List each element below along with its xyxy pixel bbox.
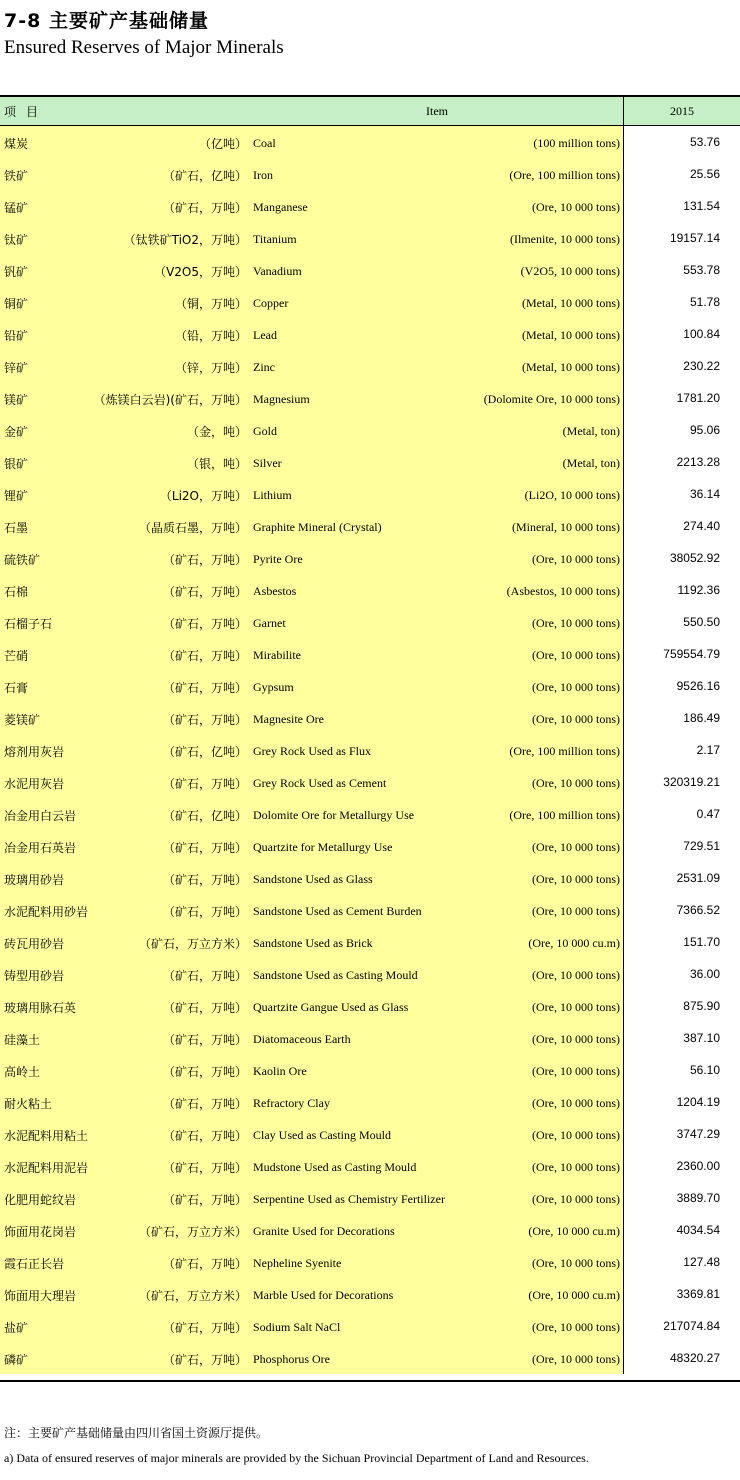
item-name-cn: 钒矿 <box>4 265 29 279</box>
value-row <box>624 830 740 862</box>
item-unit-en: (Dolomite Ore, 10 000 tons) <box>483 392 620 406</box>
value-row <box>624 1118 740 1150</box>
value-row <box>624 254 740 286</box>
value-cell: 19157.14 <box>669 231 720 245</box>
table-row <box>0 798 623 830</box>
item-unit-en: (Ore, 10 000 cu.m) <box>528 936 620 950</box>
table-row <box>0 1278 623 1310</box>
item-name-en: Iron <box>253 168 273 182</box>
value-row <box>624 286 740 318</box>
item-name-cn: 饰面用花岗岩 <box>4 1225 77 1239</box>
item-unit-cn: （Li2O，万吨） <box>159 489 247 503</box>
table-row <box>0 190 623 222</box>
table-row <box>0 1214 623 1246</box>
value-row <box>624 1278 740 1310</box>
header-item-en: Item <box>426 104 448 118</box>
value-row <box>624 542 740 574</box>
value-row <box>624 478 740 510</box>
table-row <box>0 1150 623 1182</box>
item-unit-cn: （矿石，亿吨） <box>162 809 247 823</box>
value-cell: 759554.79 <box>663 647 720 661</box>
item-name-en: Serpentine Used as Chemistry Fertilizer <box>253 1192 445 1206</box>
value-row <box>624 1150 740 1182</box>
value-row <box>624 702 740 734</box>
table-row <box>0 414 623 446</box>
value-row <box>624 1246 740 1278</box>
item-name-cn: 盐矿 <box>4 1321 29 1335</box>
value-row <box>624 414 740 446</box>
item-name-en: Silver <box>253 456 282 470</box>
value-row <box>624 894 740 926</box>
item-name-cn: 硫铁矿 <box>4 553 41 567</box>
item-unit-en: (Ore, 100 million tons) <box>509 808 620 822</box>
item-name-cn: 铅矿 <box>4 329 29 343</box>
value-column <box>624 126 740 1374</box>
page-title-cn: 7-8 主要矿产基础储量 <box>4 10 209 32</box>
table-header <box>0 97 740 126</box>
value-row <box>624 318 740 350</box>
value-row <box>624 1054 740 1086</box>
item-unit-cn: （矿石，万吨） <box>162 553 247 567</box>
item-unit-cn: （矿石，万吨） <box>162 201 247 215</box>
value-cell: 51.78 <box>689 295 720 309</box>
item-unit-en: (Ore, 100 million tons) <box>509 744 620 758</box>
item-unit-en: (Ore, 10 000 tons) <box>532 968 620 982</box>
value-cell: 387.10 <box>683 1031 720 1045</box>
item-unit-en: (Metal, ton) <box>562 456 620 470</box>
item-name-en: Marble Used for Decorations <box>253 1288 394 1302</box>
value-cell: 2360.00 <box>676 1159 720 1173</box>
value-cell: 320319.21 <box>663 775 720 789</box>
value-cell: 0.47 <box>696 807 720 821</box>
value-row <box>624 798 740 830</box>
value-row <box>624 158 740 190</box>
value-cell: 127.48 <box>683 1255 720 1269</box>
item-name-en: Quartzite Gangue Used as Glass <box>253 1000 409 1014</box>
item-unit-en: (Ore, 10 000 tons) <box>532 1160 620 1174</box>
value-cell: 9526.16 <box>676 679 720 693</box>
value-cell: 186.49 <box>683 711 720 725</box>
value-row <box>624 350 740 382</box>
table-row <box>0 382 623 414</box>
value-cell: 151.70 <box>683 935 720 949</box>
item-name-en: Clay Used as Casting Mould <box>253 1128 391 1142</box>
item-name-cn: 玻璃用脉石英 <box>4 1001 77 1015</box>
item-name-en: Sandstone Used as Glass <box>253 872 373 886</box>
item-name-en: Sandstone Used as Casting Mould <box>253 968 418 982</box>
item-name-cn: 钛矿 <box>4 233 29 247</box>
item-name-cn: 磷矿 <box>4 1353 29 1367</box>
item-unit-en: (Ore, 10 000 tons) <box>532 680 620 694</box>
item-name-cn: 冶金用白云岩 <box>4 809 77 823</box>
value-row <box>624 766 740 798</box>
item-unit-cn: （亿吨） <box>198 137 247 151</box>
value-cell: 4034.54 <box>676 1223 720 1237</box>
item-name-cn: 水泥配料用泥岩 <box>4 1161 89 1175</box>
value-cell: 550.50 <box>683 615 720 629</box>
item-unit-en: (Ore, 10 000 tons) <box>532 648 620 662</box>
table-row <box>0 510 623 542</box>
table-row <box>0 830 623 862</box>
item-name-cn: 霞石正长岩 <box>4 1257 65 1271</box>
value-cell: 56.10 <box>689 1063 720 1077</box>
item-name-cn: 锌矿 <box>4 361 29 375</box>
table-row <box>0 1118 623 1150</box>
item-unit-cn: （矿石，万吨） <box>162 1257 247 1271</box>
item-name-en: Mudstone Used as Casting Mould <box>253 1160 417 1174</box>
table-row <box>0 1054 623 1086</box>
value-row <box>624 670 740 702</box>
value-row <box>624 222 740 254</box>
item-unit-cn: （银，吨） <box>186 457 247 471</box>
item-unit-en: (Ore, 10 000 cu.m) <box>528 1288 620 1302</box>
item-unit-cn: （矿石，万吨） <box>162 873 247 887</box>
item-unit-en: (Ilmenite, 10 000 tons) <box>510 232 620 246</box>
value-cell: 217074.84 <box>663 1319 720 1333</box>
item-name-cn: 锂矿 <box>4 489 29 503</box>
item-unit-cn: （矿石，万吨） <box>162 1129 247 1143</box>
item-name-cn: 高岭土 <box>4 1065 41 1079</box>
item-unit-cn: （晶质石墨，万吨） <box>138 521 247 535</box>
header-year: 2015 <box>624 97 740 125</box>
item-name-en: Gold <box>253 424 277 438</box>
value-row <box>624 1310 740 1342</box>
value-cell: 36.14 <box>689 487 720 501</box>
table-row <box>0 286 623 318</box>
item-unit-cn: （铅，万吨） <box>174 329 247 343</box>
item-name-en: Garnet <box>253 616 286 630</box>
item-unit-cn: （矿石，万吨） <box>162 905 247 919</box>
value-cell: 2.17 <box>696 743 720 757</box>
table-row <box>0 958 623 990</box>
value-row <box>624 510 740 542</box>
item-name-cn: 石墨 <box>4 521 29 535</box>
table-row <box>0 862 623 894</box>
table-row <box>0 1182 623 1214</box>
item-name-en: Vanadium <box>253 264 302 278</box>
item-name-en: Granite Used for Decorations <box>253 1224 395 1238</box>
item-unit-cn: （矿石，万吨） <box>162 649 247 663</box>
footnote-en: a) Data of ensured reserves of major minerals are provided by the Sichuan Provincial Department of Land and Resources. <box>4 1451 589 1465</box>
item-unit-cn: （矿石，万立方米） <box>138 1225 247 1239</box>
item-unit-cn: （矿石，万立方米） <box>138 937 247 951</box>
item-name-cn: 玻璃用砂岩 <box>4 873 65 887</box>
item-name-cn: 铸型用砂岩 <box>4 969 65 983</box>
value-row <box>624 734 740 766</box>
item-unit-en: (Asbestos, 10 000 tons) <box>506 584 620 598</box>
item-unit-en: (Ore, 10 000 tons) <box>532 776 620 790</box>
item-name-en: Grey Rock Used as Cement <box>253 776 387 790</box>
value-cell: 36.00 <box>689 967 720 981</box>
table-row <box>0 670 623 702</box>
value-row <box>624 862 740 894</box>
item-name-en: Sodium Salt NaCl <box>253 1320 341 1334</box>
item-unit-cn: （矿石，万吨） <box>162 1097 247 1111</box>
item-name-cn: 菱镁矿 <box>4 713 41 727</box>
table-row <box>0 574 623 606</box>
value-cell: 7366.52 <box>676 903 720 917</box>
item-unit-en: (Ore, 10 000 tons) <box>532 616 620 630</box>
value-row <box>624 1022 740 1054</box>
header-item-cn: 项目 <box>4 105 49 119</box>
item-name-cn: 铜矿 <box>4 297 29 311</box>
item-unit-en: (Ore, 10 000 tons) <box>532 1032 620 1046</box>
item-name-en: Asbestos <box>253 584 297 598</box>
value-row <box>624 190 740 222</box>
item-unit-cn: （铜，万吨） <box>174 297 247 311</box>
item-unit-en: (Metal, ton) <box>562 424 620 438</box>
item-unit-en: (Li2O, 10 000 tons) <box>524 488 620 502</box>
item-name-cn: 水泥配料用粘土 <box>4 1129 89 1143</box>
item-name-en: Pyrite Ore <box>253 552 303 566</box>
item-unit-en: (Ore, 10 000 tons) <box>532 552 620 566</box>
item-unit-en: (Ore, 10 000 tons) <box>532 1064 620 1078</box>
item-unit-en: (Ore, 10 000 tons) <box>532 1000 620 1014</box>
item-unit-cn: （钛铁矿TiO2，万吨） <box>123 233 247 247</box>
item-unit-en: (Ore, 10 000 tons) <box>532 712 620 726</box>
value-cell: 553.78 <box>683 263 720 277</box>
value-cell: 3369.81 <box>676 1287 720 1301</box>
table-row <box>0 446 623 478</box>
item-unit-en: (Ore, 10 000 tons) <box>532 200 620 214</box>
value-cell: 1781.20 <box>676 391 720 405</box>
value-row <box>624 926 740 958</box>
table-row <box>0 1342 623 1374</box>
item-unit-en: (Mineral, 10 000 tons) <box>512 520 620 534</box>
item-name-en: Gypsum <box>253 680 294 694</box>
item-name-en: Diatomaceous Earth <box>253 1032 351 1046</box>
item-unit-en: (Ore, 10 000 tons) <box>532 904 620 918</box>
value-cell: 1204.19 <box>676 1095 720 1109</box>
item-unit-en: (Ore, 10 000 tons) <box>532 1256 620 1270</box>
table-row <box>0 926 623 958</box>
item-unit-cn: （矿石，万立方米） <box>138 1289 247 1303</box>
item-name-cn: 砖瓦用砂岩 <box>4 937 65 951</box>
table-row <box>0 766 623 798</box>
table-row <box>0 318 623 350</box>
item-name-cn: 石榴子石 <box>4 617 53 631</box>
item-unit-cn: （V2O5，万吨） <box>154 265 247 279</box>
item-name-en: Titanium <box>253 232 297 246</box>
item-name-en: Grey Rock Used as Flux <box>253 744 371 758</box>
item-name-en: Mirabilite <box>253 648 301 662</box>
value-row <box>624 1086 740 1118</box>
table-row <box>0 350 623 382</box>
item-name-en: Dolomite Ore for Metallurgy Use <box>253 808 415 822</box>
item-unit-cn: （炼镁白云岩)(矿石，万吨） <box>93 393 247 407</box>
value-cell: 230.22 <box>683 359 720 373</box>
item-unit-cn: （矿石，万吨） <box>162 777 247 791</box>
header-item-cell <box>0 97 624 125</box>
item-unit-en: (Ore, 100 million tons) <box>509 168 620 182</box>
value-row <box>624 1182 740 1214</box>
value-cell: 3889.70 <box>676 1191 720 1205</box>
item-name-en: Quartzite for Metallurgy Use <box>253 840 393 854</box>
item-unit-en: (Ore, 10 000 tons) <box>532 840 620 854</box>
item-name-en: Kaolin Ore <box>253 1064 307 1078</box>
page-title-en: Ensured Reserves of Major Minerals <box>4 37 284 58</box>
value-cell: 2213.28 <box>676 455 720 469</box>
item-name-cn: 镁矿 <box>4 393 29 407</box>
value-cell: 38052.92 <box>669 551 720 565</box>
item-unit-cn: （矿石，万吨） <box>162 1193 247 1207</box>
item-unit-cn: （矿石，亿吨） <box>162 745 247 759</box>
item-name-en: Graphite Mineral (Crystal) <box>253 520 382 534</box>
table-row <box>0 606 623 638</box>
table-row <box>0 638 623 670</box>
item-name-en: Magnesite Ore <box>253 712 324 726</box>
item-unit-cn: （锌，万吨） <box>174 361 247 375</box>
value-cell: 53.76 <box>689 135 720 149</box>
item-name-cn: 水泥配料用砂岩 <box>4 905 89 919</box>
item-name-en: Lead <box>253 328 277 342</box>
item-unit-en: (Metal, 10 000 tons) <box>522 360 620 374</box>
item-unit-cn: （矿石，万吨） <box>162 1001 247 1015</box>
value-row <box>624 990 740 1022</box>
table-row <box>0 1246 623 1278</box>
item-unit-cn: （矿石，万吨） <box>162 1033 247 1047</box>
item-unit-cn: （矿石，万吨） <box>162 841 247 855</box>
item-unit-en: (Ore, 10 000 tons) <box>532 872 620 886</box>
item-name-en: Manganese <box>253 200 308 214</box>
item-unit-en: (Ore, 10 000 tons) <box>532 1352 620 1366</box>
value-row <box>624 958 740 990</box>
item-unit-cn: （矿石，万吨） <box>162 1065 247 1079</box>
item-unit-en: (Ore, 10 000 tons) <box>532 1192 620 1206</box>
item-name-cn: 芒硝 <box>4 649 29 663</box>
item-unit-cn: （矿石，亿吨） <box>162 169 247 183</box>
minerals-table <box>0 95 740 1382</box>
value-cell: 1192.36 <box>677 583 720 597</box>
item-name-cn: 硅藻土 <box>4 1033 41 1047</box>
item-name-cn: 锰矿 <box>4 201 29 215</box>
item-name-cn: 水泥用灰岩 <box>4 777 65 791</box>
table-row <box>0 222 623 254</box>
value-cell: 100.84 <box>683 327 720 341</box>
item-name-en: Refractory Clay <box>253 1096 330 1110</box>
table-row <box>0 158 623 190</box>
item-name-en: Nepheline Syenite <box>253 1256 342 1270</box>
value-cell: 2531.09 <box>676 871 720 885</box>
value-row <box>624 446 740 478</box>
item-name-cn: 金矿 <box>4 425 29 439</box>
item-name-en: Coal <box>253 136 276 150</box>
item-name-cn: 饰面用大理岩 <box>4 1289 77 1303</box>
value-row <box>624 126 740 158</box>
item-name-en: Magnesium <box>253 392 310 406</box>
value-cell: 25.56 <box>689 167 720 181</box>
item-name-cn: 熔剂用灰岩 <box>4 745 65 759</box>
value-row <box>624 638 740 670</box>
item-name-cn: 煤炭 <box>4 137 29 151</box>
item-name-en: Copper <box>253 296 289 310</box>
value-cell: 48320.27 <box>669 1351 720 1365</box>
item-unit-cn: （矿石，万吨） <box>162 617 247 631</box>
item-unit-cn: （矿石，万吨） <box>162 1353 247 1367</box>
item-unit-en: (Ore, 10 000 tons) <box>532 1096 620 1110</box>
item-name-cn: 冶金用石英岩 <box>4 841 77 855</box>
table-row <box>0 542 623 574</box>
value-cell: 131.54 <box>683 199 720 213</box>
table-body <box>0 126 740 1374</box>
item-name-en: Phosphorus Ore <box>253 1352 330 1366</box>
item-unit-en: (Ore, 10 000 tons) <box>532 1320 620 1334</box>
item-unit-en: (V2O5, 10 000 tons) <box>520 264 620 278</box>
item-unit-en: (Ore, 10 000 tons) <box>532 1128 620 1142</box>
item-unit-en: (100 million tons) <box>533 136 620 150</box>
item-unit-cn: （矿石，万吨） <box>162 681 247 695</box>
item-name-cn: 耐火粘土 <box>4 1097 53 1111</box>
item-unit-cn: （金，吨） <box>186 425 247 439</box>
value-row <box>624 1342 740 1374</box>
item-name-cn: 银矿 <box>4 457 29 471</box>
value-cell: 95.06 <box>689 423 720 437</box>
item-name-cn: 石膏 <box>4 681 29 695</box>
table-row <box>0 894 623 926</box>
item-name-en: Zinc <box>253 360 275 374</box>
item-unit-cn: （矿石，万吨） <box>162 1321 247 1335</box>
table-row <box>0 478 623 510</box>
value-cell: 729.51 <box>683 839 720 853</box>
item-column <box>0 126 624 1374</box>
value-row <box>624 574 740 606</box>
item-name-cn: 石棉 <box>4 585 29 599</box>
item-unit-en: (Metal, 10 000 tons) <box>522 328 620 342</box>
item-unit-cn: （矿石，万吨） <box>162 1161 247 1175</box>
item-name-en: Sandstone Used as Brick <box>253 936 373 950</box>
value-cell: 875.90 <box>683 999 720 1013</box>
item-unit-cn: （矿石，万吨） <box>162 969 247 983</box>
value-row <box>624 382 740 414</box>
value-cell: 274.40 <box>683 519 720 533</box>
item-unit-en: (Ore, 10 000 cu.m) <box>528 1224 620 1238</box>
item-name-en: Sandstone Used as Cement Burden <box>253 904 422 918</box>
item-name-cn: 化肥用蛇纹岩 <box>4 1193 77 1207</box>
item-unit-cn: （矿石，万吨） <box>162 713 247 727</box>
value-row <box>624 606 740 638</box>
table-row <box>0 1022 623 1054</box>
table-row <box>0 702 623 734</box>
item-unit-cn: （矿石，万吨） <box>162 585 247 599</box>
table-row <box>0 734 623 766</box>
item-name-cn: 铁矿 <box>4 169 29 183</box>
table-row <box>0 1310 623 1342</box>
footnote-cn: 注：主要矿产基础储量由四川省国土资源厅提供。 <box>4 1426 269 1440</box>
table-row <box>0 126 623 158</box>
table-row <box>0 990 623 1022</box>
value-cell: 3747.29 <box>676 1127 720 1141</box>
item-name-en: Lithium <box>253 488 292 502</box>
table-row <box>0 1086 623 1118</box>
table-row <box>0 254 623 286</box>
item-unit-en: (Metal, 10 000 tons) <box>522 296 620 310</box>
value-row <box>624 1214 740 1246</box>
